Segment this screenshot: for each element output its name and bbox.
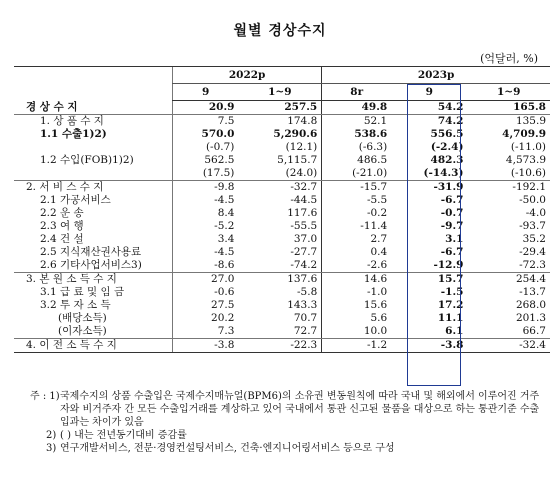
table-cell: 54.2: [391, 101, 467, 115]
table-cell: -29.4: [519, 246, 546, 258]
footnote-tag: 2): [46, 430, 57, 441]
row-label: (이자소득): [14, 325, 173, 339]
table-cell: -93.7: [519, 220, 546, 232]
row-label: 2.4 건 설: [40, 233, 84, 245]
table-row: [14, 167, 550, 181]
table-cell: -12.9: [391, 259, 467, 273]
table-cell: 174.8: [287, 115, 318, 127]
table-cell: 14.6: [322, 273, 391, 287]
table-cell: -0.6: [173, 286, 239, 299]
table-row: [14, 101, 550, 115]
table-cell: -5.2: [173, 220, 239, 233]
table-cell: -5.5: [322, 194, 391, 207]
table-cell: (17.5): [173, 167, 239, 181]
table-cell: 562.5: [173, 154, 239, 167]
table-cell: 66.7: [467, 325, 550, 339]
row-label: 경 상 수 지: [14, 101, 173, 115]
row-label: 4. 이 전 소 득 수 지: [14, 339, 173, 353]
header-year-2022: 2022p: [173, 67, 322, 84]
table-cell: -192.1: [512, 181, 546, 193]
table-cell: 117.6: [287, 207, 318, 219]
table-cell: -55.5: [290, 220, 318, 232]
table-cell: 49.8: [322, 101, 391, 115]
table-row: [14, 339, 550, 353]
row-label: 2.3 여 행: [40, 220, 84, 232]
row-label: 2.5 지식재산권사용료: [40, 246, 142, 258]
table-cell: -9.8: [173, 181, 239, 195]
table-row: [14, 207, 550, 220]
table-cell: 37.0: [293, 233, 318, 245]
table-cell: -6.7: [440, 194, 464, 206]
footnote-text: ( ) 내는 전년동기대비 증감률: [60, 430, 187, 441]
footnote-text: 연구개발서비스, 전문·경영컨설팅서비스, 건축·엔지니어링서비스 등으로 구성: [60, 443, 395, 454]
row-label: 2.6 기타사업서비스3): [14, 259, 173, 273]
row-label: [14, 141, 173, 154]
header-col: 1~9: [238, 84, 321, 101]
table-cell: 143.3: [287, 299, 318, 311]
row-label: 2.1 가공서비스: [40, 194, 111, 206]
table-row: [14, 115, 550, 129]
table-cell: (-14.3): [391, 167, 467, 181]
table-cell: 35.2: [522, 233, 546, 245]
row-label: 3.1 급 료 및 임 금: [40, 286, 125, 298]
table-cell: -1.5: [440, 286, 464, 298]
table-cell: 27.0: [173, 273, 239, 287]
table-cell: -4.5: [173, 246, 239, 259]
table-cell: -11.4: [322, 220, 391, 233]
row-label: 1. 상 품 수 지: [40, 115, 104, 127]
footnote-2: [30, 429, 545, 442]
table-cell: 10.0: [322, 325, 391, 339]
table-cell: -32.4: [467, 339, 550, 353]
table-cell: 268.0: [515, 299, 546, 311]
table-row: [14, 141, 550, 154]
table-cell: 135.9: [515, 115, 546, 127]
table-cell: -4.5: [173, 194, 239, 207]
table-cell: 11.1: [437, 312, 464, 324]
table-cell: 5.6: [322, 312, 391, 325]
unit-label: (억달러, %): [480, 52, 538, 65]
table-cell: -0.2: [322, 207, 391, 220]
table-row: [14, 220, 550, 233]
table-cell: 0.4: [322, 246, 391, 259]
footnote-1: [30, 390, 545, 429]
table-cell: (-21.0): [322, 167, 391, 181]
footnotes: [30, 390, 545, 455]
row-label: (배당소득): [58, 312, 107, 324]
table-cell: -0.7: [440, 207, 464, 219]
table-row: [14, 325, 550, 339]
table-cell: -3.8: [173, 339, 239, 353]
table-cell: 3.4: [173, 233, 239, 246]
row-label: [14, 167, 173, 181]
header-year-2023: 2023p: [322, 67, 550, 84]
table-cell: 4,709.9: [502, 128, 546, 140]
table-cell: 257.5: [238, 101, 321, 115]
table-cell: -72.3: [467, 259, 550, 273]
table-cell: 4,573.9: [505, 154, 546, 166]
table-row: [14, 273, 550, 287]
table-cell: 6.1: [391, 325, 467, 339]
table-cell: 482.3: [430, 154, 464, 166]
table-cell: 15.6: [322, 299, 391, 312]
table-cell: (-6.3): [322, 141, 391, 154]
table-cell: -32.7: [290, 181, 318, 193]
table-cell: -44.5: [290, 194, 318, 206]
table-cell: 486.5: [322, 154, 391, 167]
table-row: [14, 128, 550, 141]
table-row: [14, 299, 550, 312]
table-row: [14, 286, 550, 299]
table-row: [14, 312, 550, 325]
table-cell: 17.2: [437, 299, 464, 311]
table-cell: 20.2: [173, 312, 239, 325]
table-cell: 5,115.7: [277, 154, 318, 166]
table-cell: -74.2: [238, 259, 321, 273]
table-cell: 27.5: [173, 299, 239, 312]
table-cell: (-0.7): [173, 141, 239, 154]
table-cell: -6.7: [440, 246, 464, 258]
table-row: [14, 259, 550, 273]
table-cell: 7.3: [173, 325, 239, 339]
table-cell: -27.7: [290, 246, 318, 258]
table-cell: -3.8: [391, 339, 467, 353]
table-cell: 74.2: [437, 115, 464, 127]
table-cell: 556.5: [430, 128, 464, 140]
table-row: [14, 181, 550, 195]
footnote-text: 국제수지의 상품 수출입은 국제수지매뉴얼(BPM6)의 소유권 변동원칙에 따라 국내 및 해외에서 이루어진 거주자와 비거주자 간 모든 수출입거래를 계상하고 있어 국내에서 통관 신고된 물품을 대상으로 하는 통관기준 수출입과는 차이가 있음: [60, 391, 540, 428]
header-col: 9: [391, 84, 467, 101]
page-title: 월별 경상수지: [233, 23, 327, 39]
table-cell: 570.0: [173, 128, 239, 141]
current-account-table: [14, 66, 550, 353]
header-label-cell: [14, 67, 173, 101]
table-cell: -4.0: [525, 207, 546, 219]
table-cell: 5,290.6: [273, 128, 318, 140]
footnote-tag: 3): [46, 443, 57, 454]
table-cell: 254.4: [515, 273, 546, 285]
footnote-3: [30, 442, 545, 455]
table-cell: (-10.6): [467, 167, 550, 181]
table-cell: 20.9: [173, 101, 239, 115]
header-col: 9: [173, 84, 239, 101]
table-cell: 8.4: [173, 207, 239, 220]
table-cell: 72.7: [238, 325, 321, 339]
table-cell: 2.7: [322, 233, 391, 246]
table-cell: 538.6: [322, 128, 391, 141]
table-cell: 7.5: [173, 115, 239, 129]
row-label: 2. 서 비 스 수 지: [26, 181, 104, 193]
row-label: 1.2 수입(FOB)1)2): [40, 154, 134, 166]
row-label: 1.1 수출1)2): [40, 128, 107, 140]
table-body: [14, 101, 550, 353]
table-cell: 137.6: [287, 273, 318, 285]
table-cell: (24.0): [238, 167, 321, 181]
table-cell: (-11.0): [510, 141, 546, 153]
table-row: [14, 233, 550, 246]
header-col: 8r: [322, 84, 391, 101]
row-label: 2.2 운 송: [40, 207, 84, 219]
table-cell: -31.9: [433, 181, 464, 193]
table-cell: -22.3: [238, 339, 321, 353]
table-cell: 70.7: [293, 312, 318, 324]
table-cell: (-2.4): [430, 141, 464, 153]
row-label: 3. 본 원 소 득 수 지: [26, 273, 117, 285]
table-row: [14, 194, 550, 207]
header-year-row: [14, 67, 550, 84]
table-cell: 3.1: [445, 233, 464, 245]
table-cell: 165.8: [467, 101, 550, 115]
table-cell: -9.7: [440, 220, 464, 232]
table-cell: -13.7: [519, 286, 546, 298]
header-col: 1~9: [467, 84, 550, 101]
table-cell: -2.6: [322, 259, 391, 273]
table-cell: -50.0: [519, 194, 546, 206]
table-cell: 52.1: [322, 115, 391, 129]
footnote-tag: 주 : 1): [30, 391, 60, 402]
table-cell: -15.7: [322, 181, 391, 195]
table-cell: -1.0: [322, 286, 391, 299]
table-cell: (12.1): [285, 141, 318, 153]
table-cell: 15.7: [437, 273, 464, 285]
table-row: [14, 154, 550, 167]
table-cell: -1.2: [322, 339, 391, 353]
table-cell: 201.3: [515, 312, 546, 324]
row-label: 3.2 투 자 소 득: [40, 299, 111, 311]
table-cell: -8.6: [173, 259, 239, 273]
table-row: [14, 246, 550, 259]
table-cell: -5.8: [297, 286, 318, 298]
